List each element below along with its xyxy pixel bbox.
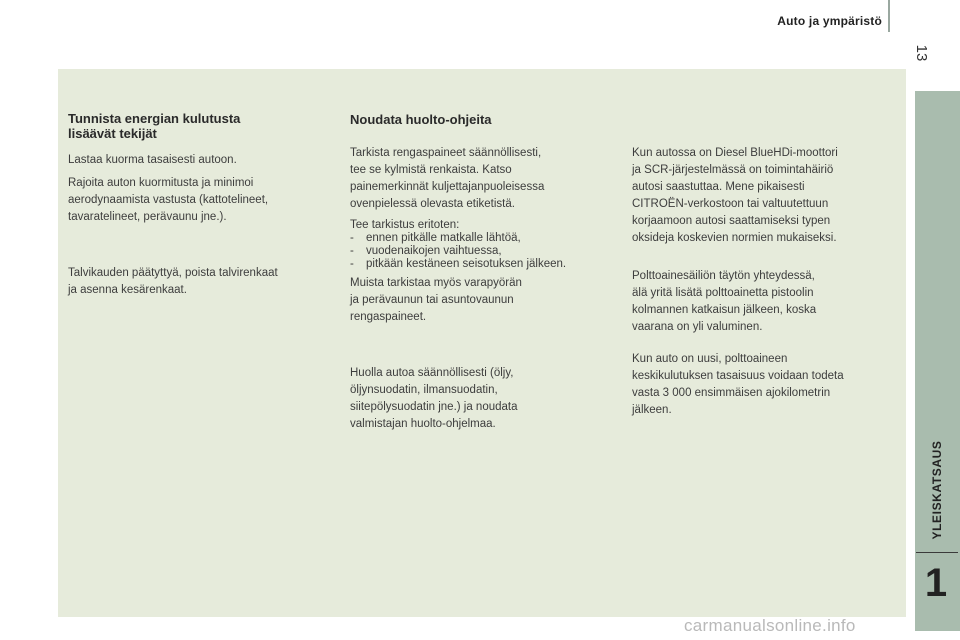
paragraph bbox=[350, 275, 625, 326]
page-number: 13 bbox=[913, 44, 931, 62]
text-line: rengaspaineet. bbox=[350, 311, 427, 323]
text-line: kolmannen katkaisun jälkeen, koska bbox=[632, 304, 817, 316]
text-line: Polttoainesäiliön täytön yhteydessä, bbox=[632, 270, 815, 282]
section-energy-heading bbox=[68, 111, 330, 141]
text-line: vaarana on yli valuminen. bbox=[632, 321, 763, 333]
text-line: jälkeen. bbox=[632, 404, 672, 416]
text-line: siitepölysuodatin jne.) ja noudata bbox=[350, 401, 518, 413]
paragraph bbox=[350, 365, 625, 433]
text-line: aerodynaamista vastusta (kattotelineet, bbox=[68, 194, 269, 206]
paragraph: Lastaa kuorma tasaisesti autoon. bbox=[68, 154, 237, 166]
text-line: valmistajan huolto-ohjelmaa. bbox=[350, 418, 496, 430]
text-line: Kun auto on uusi, polttoaineen bbox=[632, 353, 788, 365]
heading-line: Tunnista energian kulutusta bbox=[68, 111, 241, 126]
text-line: tavaratelineet, perävaunu jne.). bbox=[68, 211, 227, 223]
list-item: - ennen pitkälle matkalle lähtöä, bbox=[350, 232, 625, 245]
paragraph bbox=[68, 265, 330, 299]
heading-line: lisäävät tekijät bbox=[68, 126, 157, 141]
text-line: tee se kylmistä renkaista. Katso bbox=[350, 164, 512, 176]
text-line: ja perävaunun tai asuntovaunun bbox=[350, 294, 514, 306]
paragraph bbox=[632, 351, 897, 419]
text-line: ja asenna kesärenkaat. bbox=[68, 284, 187, 296]
text-line: vasta 3 000 ensimmäisen ajokilometrin bbox=[632, 387, 831, 399]
text-line: painemerkinnät kuljettajanpuoleisessa bbox=[350, 181, 545, 193]
paragraph bbox=[350, 145, 625, 213]
list-item: - vuodenaikojen vaihtuessa, bbox=[350, 245, 625, 258]
text-line: Talvikauden päätyttyä, poista talvirenkaat bbox=[68, 267, 278, 279]
text-line: ja SCR-järjestelmässä on toimintahäiriö bbox=[632, 164, 834, 176]
checklist bbox=[350, 232, 625, 271]
text-line: korjaamoon autosi saattamiseksi typen bbox=[632, 215, 831, 227]
header-title: Auto ja ympäristö bbox=[777, 14, 882, 28]
text-line: CITROËN-verkostoon tai valtuutettuun bbox=[632, 198, 829, 210]
header-rule bbox=[888, 0, 890, 32]
section-energy bbox=[68, 111, 330, 299]
side-tab-label: YLEISKATSAUS bbox=[930, 440, 944, 540]
paragraph: Tee tarkistus eritoten: bbox=[350, 219, 460, 231]
text-line: autosi saastuttaa. Mene pikaisesti bbox=[632, 181, 805, 193]
text-line: oksideja koskevien normien mukaiseksi. bbox=[632, 232, 837, 244]
text-line: älä yritä lisätä polttoainetta pistoolin bbox=[632, 287, 814, 299]
text-line: Muista tarkistaa myös varapyörän bbox=[350, 277, 522, 289]
section-maintenance bbox=[350, 112, 625, 433]
section-right bbox=[632, 145, 897, 419]
list-item: - pitkään kestäneen seisotuksen jälkeen. bbox=[350, 258, 625, 271]
side-tab bbox=[915, 91, 960, 631]
text-line: Huolla autoa säännöllisesti (öljy, bbox=[350, 367, 514, 379]
paragraph bbox=[68, 175, 330, 226]
side-tab-rule bbox=[916, 552, 958, 553]
text-line: keskikulutuksen tasaisuus voidaan todeta bbox=[632, 370, 844, 382]
chapter-number: 1 bbox=[924, 560, 948, 605]
paragraph bbox=[632, 145, 897, 247]
section-maintenance-heading: Noudata huolto-ohjeita bbox=[350, 112, 492, 127]
text-line: Tarkista rengaspaineet säännöllisesti, bbox=[350, 147, 542, 159]
paragraph bbox=[632, 268, 897, 336]
text-line: ovenpielessä olevasta etiketistä. bbox=[350, 198, 515, 210]
text-line: Kun autossa on Diesel BlueHDi-moottori bbox=[632, 147, 838, 159]
text-line: Rajoita auton kuormitusta ja minimoi bbox=[68, 177, 254, 189]
text-line: öljynsuodatin, ilmansuodatin, bbox=[350, 384, 498, 396]
watermark: carmanualsonline.info bbox=[684, 616, 856, 635]
